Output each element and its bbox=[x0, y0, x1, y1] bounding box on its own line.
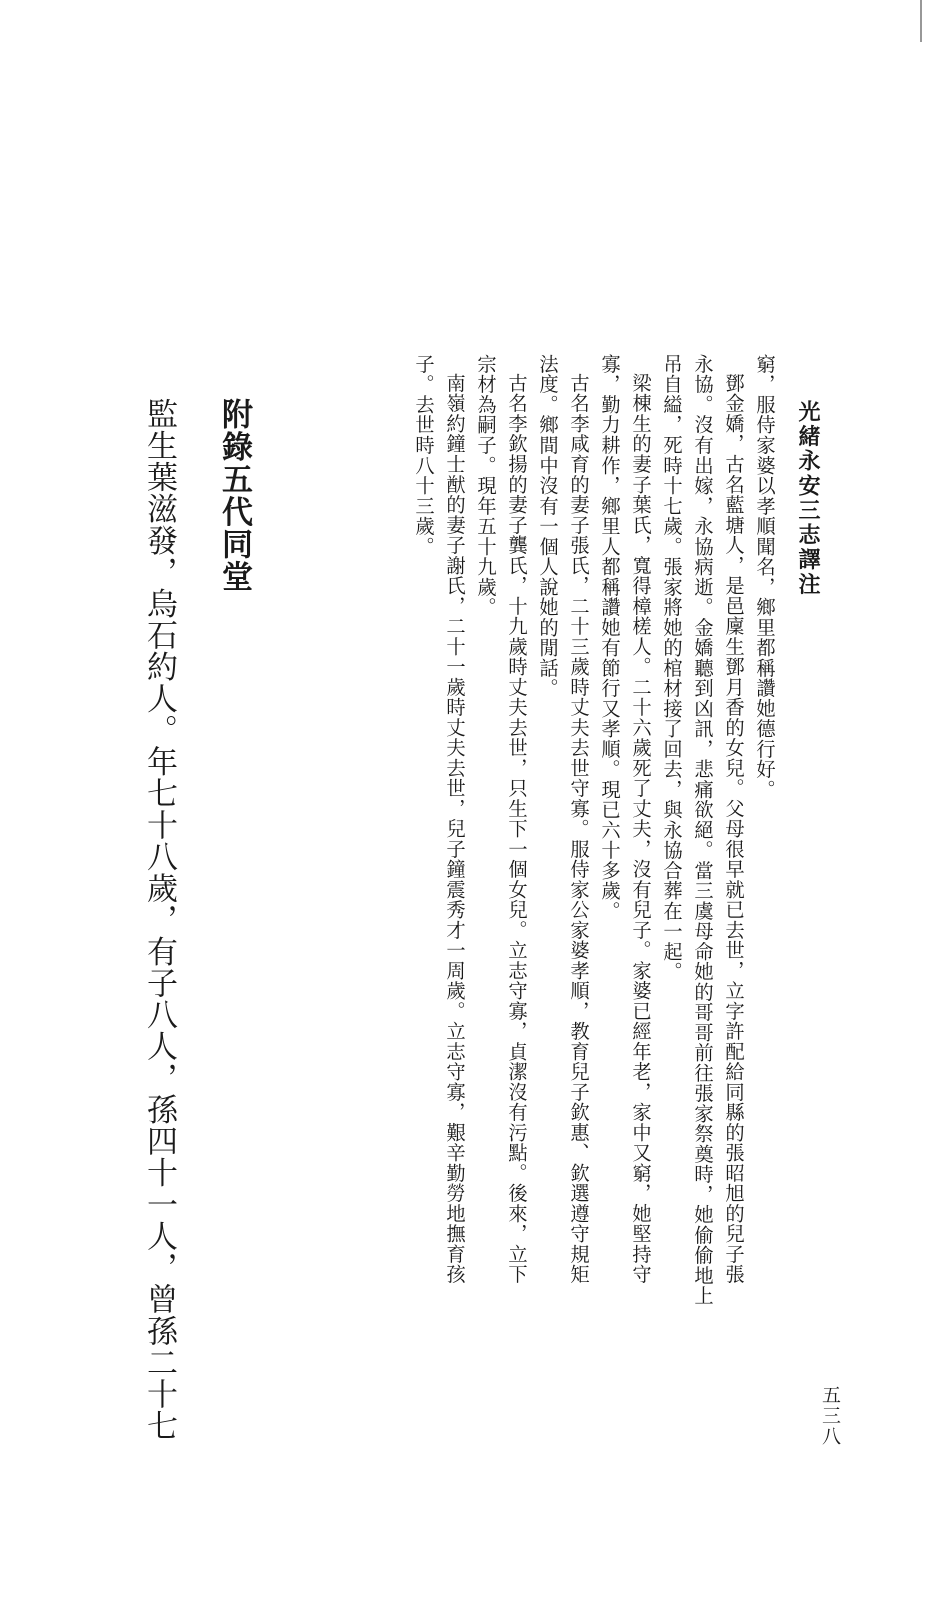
section-heading: 附錄五代同堂 bbox=[216, 398, 252, 594]
text-column: 法度。鄉間中沒有一個人說她的閒話。 bbox=[536, 354, 559, 699]
page-edge-mark bbox=[920, 0, 938, 42]
main-text-block bbox=[408, 354, 780, 1480]
text-column: 南嶺約鐘士猷的妻子謝氏，二十一歲時丈夫去世，兒子鐘震秀才一周歲。立志守寡，艱辛勤勞地撫育孩 bbox=[443, 373, 466, 1285]
text-column: 窮，服侍家婆以孝順聞名，鄉里都稱讚她德行好。 bbox=[753, 354, 776, 800]
text-column: 古名李欽揚的妻子龔氏，十九歲時丈夫去世，只生下一個女兒。立志守寡，貞潔沒有污點。後來，立下 bbox=[505, 373, 528, 1285]
text-column: 寡，勤力耕作，鄉里人都稱讚她有節行又孝順。現已六十多歲。 bbox=[598, 354, 621, 922]
page-title: 光緒永安三志譯注 bbox=[795, 400, 821, 598]
text-column: 宗材為嗣子。現年五十九歲。 bbox=[474, 354, 497, 618]
text-column: 吊自縊，死時十七歲。張家將她的棺材接了回去，與永協合葬在一起。 bbox=[660, 354, 683, 982]
text-column: 古名李咸育的妻子張氏，二十三歲時丈夫去世守寡。服侍家公家婆孝順，教育兒子欽惠、欽選遵守規矩 bbox=[567, 373, 590, 1285]
text-column: 永協。沒有出嫁，永協病逝。金嬌聽到凶訊，悲痛欲絕。當三虞母命她的哥哥前往張家祭奠時，她偷偷地上 bbox=[691, 354, 714, 1306]
text-column: 子。去世時八十三歲。 bbox=[412, 354, 435, 557]
section-body-text: 監生葉滋發，烏石約人。年七十八歲，有子八人，孫四十一人，曾孫二十七 bbox=[141, 398, 177, 1442]
text-column: 梁棟生的妻子葉氏，寬得樟槎人。二十六歲死了丈夫，沒有兒子。家婆已經年老，家中又窮，她堅持守 bbox=[629, 373, 652, 1285]
page-number: 五三八 bbox=[819, 1385, 841, 1447]
text-column: 鄧金嬌，古名藍塘人，是邑廩生鄧月香的女兒。父母很早就已去世，立字許配給同縣的張昭旭的兒子張 bbox=[722, 373, 745, 1285]
